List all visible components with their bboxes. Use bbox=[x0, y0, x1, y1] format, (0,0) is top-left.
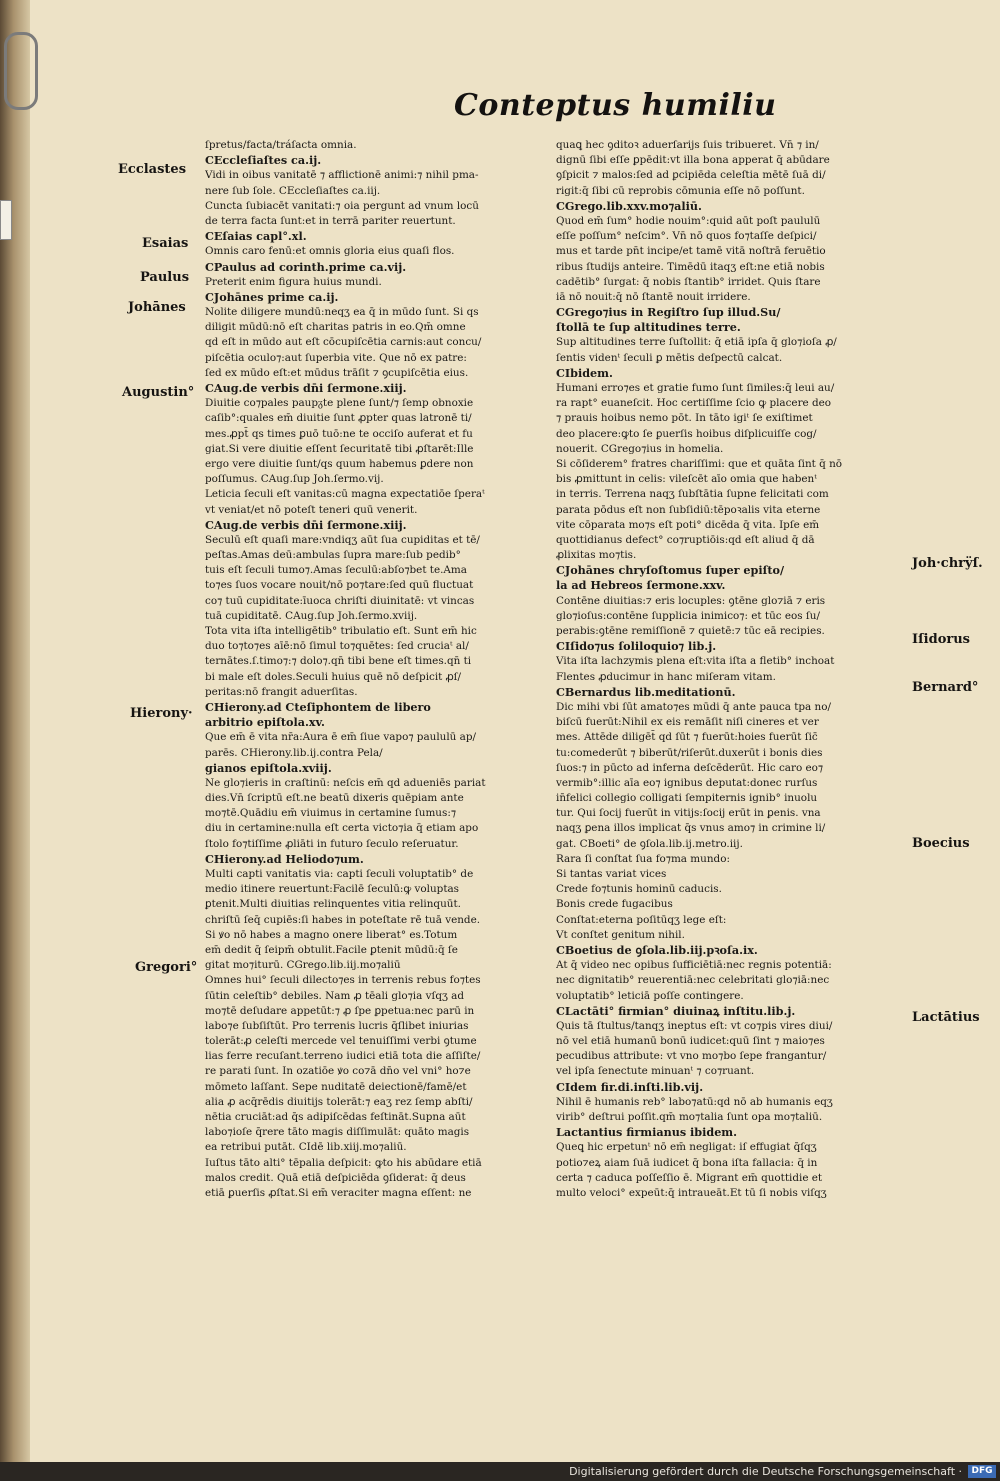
text-line: mes.ꝓpt̄ qs times ꝑuō tuō:ne te occiſo auferat et fu bbox=[205, 427, 473, 440]
text-line: potio⁊eꝝ aiam ſuā iudicet q̄ bona iſta fallacia: q̄ in bbox=[556, 1156, 818, 1169]
section-heading: CLactāti° firmian° diuinaꝝ inſtitu.lib.j. bbox=[556, 1003, 796, 1018]
text-line: ſuos:⁊ in pūcto ad inferna deſcēderūt. Hic caro eo⁊ bbox=[556, 761, 824, 774]
text-line: Crede fo⁊tunis hominū caducis. bbox=[556, 883, 722, 896]
margin-note-author: Gregori° bbox=[135, 960, 198, 975]
text-line: ꝓlixitas mo⁊tis. bbox=[556, 549, 637, 562]
footer-text: Digitalisierung gefördert durch die Deutsche Forschungsgemeinschaft · bbox=[569, 1465, 962, 1478]
text-line: dies.Vn̄ ſcriptū eſt.ne beatū dixeris quēpiam ante bbox=[205, 792, 464, 805]
text-line: piſcētia oculo⁊:aut ſuperbia vite. Que nō ex patre: bbox=[205, 351, 467, 364]
text-line: peritas:nō frangit aduerſitas. bbox=[205, 685, 358, 698]
text-line: to⁊es ſuos vocare nouit/nō po⁊tare:ſed quū fluctuat bbox=[205, 579, 474, 592]
section-heading: la ad Hebreos ſermone.xxv. bbox=[556, 578, 726, 593]
text-line: malos credit. Quā etiā deſpiciēda ꝯſiderat: q̄ deus bbox=[205, 1171, 466, 1184]
text-line: certa ⁊ caduca poſſeſſio ē. Migrant em̄ quottidie et bbox=[556, 1171, 823, 1184]
right-text-column bbox=[556, 138, 906, 1201]
text-line: biſcū fuerūt:Nihil ex eis remāſit niſi cineres et ver bbox=[556, 716, 819, 729]
text-line: bis ꝓmittunt in celis: vileſcēt aīo omia que habenᵗ bbox=[556, 473, 817, 486]
text-line: bi male eſt doles.Seculi huius quē nō deſpicit ꝓſ/ bbox=[205, 670, 462, 683]
section-heading: CAug.de verbis dn̄i ſermone.xiij. bbox=[205, 517, 407, 532]
section-heading: ſtollā te ſup altitudines terre. bbox=[556, 320, 741, 335]
margin-note-author: Augustin° bbox=[122, 385, 195, 400]
text-line: re parati ſunt. In ozatiōe ꝟo co⁊ā dn̄o vel vni° ho⁊e bbox=[205, 1065, 471, 1078]
text-line: Nihil ē humanis reb° labo⁊atū:qd nō ab humanis eqʒ bbox=[556, 1095, 833, 1108]
section-heading: Lactantius firmianus ibidem. bbox=[556, 1125, 738, 1140]
margin-note-author: Boecius bbox=[912, 836, 970, 851]
text-line: quottidianus defect° co⁊ruptiōis:qd eſt aliud q̄ dā bbox=[556, 533, 815, 546]
margin-note-author: Hierony· bbox=[130, 706, 193, 721]
text-line: Dic mihi vbi ſūt amato⁊es mūdi q̄ ante pauca tpa no/ bbox=[556, 700, 831, 713]
text-line: peſtas.Amas deū:ambulas ſupra mare:ſub pedib° bbox=[205, 549, 461, 562]
text-line: perabis:ꝯtēne remiſſionē ⁊ quietē:⁊ tūc eā recipies. bbox=[556, 625, 825, 637]
section-heading: gianos epiſtola.xviij. bbox=[205, 760, 332, 775]
text-line: Quis tā ſtultus/tanqʒ ineptus eſt: vt co⁊pis vires diui/ bbox=[556, 1019, 833, 1032]
text-line: Contēne diuitias:⁊ eris locuples: ꝯtēne glo⁊iā ⁊ eris bbox=[556, 594, 826, 607]
text-line: diligit mūdū:nō eſt charitas patris in eo.Qm̄ omne bbox=[205, 321, 466, 334]
text-line: parata pōdus eſt non ſubſidiū:tēpoꝛalis vita eterne bbox=[556, 503, 821, 516]
section-heading: CHierony.ad Cteſiphontem de libero bbox=[205, 699, 431, 714]
text-line: giat.Si vere diuitie eſſent ſecuritatē tibi ꝓſtarēt:Ille bbox=[205, 442, 474, 455]
text-line: nētia cruciāt:ad q̄s adipiſcēdas feſtināt.Supna aūt bbox=[205, 1111, 466, 1123]
text-line: Que em̄ ē vita nr̄a:Aura ē em̄ ſiue vapo⁊ paululū ap/ bbox=[205, 731, 477, 744]
text-line: alia ꝓ acq̄rēdis diuitijs tolerāt:⁊ eaʒ rez ſemp abſti/ bbox=[205, 1095, 473, 1108]
text-line: Si cōſiderem° fratres chariſſimi: que et quāta ſint q̄ nō bbox=[556, 457, 843, 470]
text-line: tur. Qui ſocij fuerūt in vitijs:ſocij erūt in ꝑenis. vna bbox=[556, 807, 821, 820]
text-line: Cuncta ſubiacēt vanitati:⁊ oia pergunt ad vnum locū bbox=[205, 199, 479, 212]
text-line: Seculū eſt quaſi mare:vndiqʒ aūt ſua cupiditas et tē/ bbox=[205, 533, 480, 546]
text-line: Humani erro⁊es et gratie fumo ſunt ſimiles:q̄ leui au/ bbox=[556, 382, 835, 394]
text-line: ſūtin celeſtib° debiles. Nam ꝓ tēali glo⁊ia vſqʒ ad bbox=[205, 989, 465, 1002]
text-line: diu in certamine:nulla eſt certa victo⁊ia q̄ etiam apo bbox=[205, 822, 479, 835]
text-line: Multi capti vanitatis via: capti ſeculi voluptatib° de bbox=[205, 868, 474, 880]
text-line: ribus ſtudijs anteire. Timēdū itaqʒ eſt:ne etiā nobis bbox=[556, 260, 825, 273]
dfg-logo: DFG bbox=[968, 1465, 996, 1478]
text-line: nere ſub ſole. CEccleſiaſtes ca.iij. bbox=[205, 184, 381, 197]
section-heading: CHierony.ad Heliodo⁊um. bbox=[205, 851, 364, 866]
text-line: ⁊ prauis hoibus nemo pōt. In tāto igiᵗ ſe exiſtimet bbox=[556, 412, 813, 425]
margin-note-author: Bernard° bbox=[912, 680, 979, 695]
text-line: eſſe poſſum° neſcim°. Vn̄ nō quos fo⁊taſſe deſpici/ bbox=[556, 230, 817, 243]
text-line: labo⁊ioſe q̄rere tāto magis diſſimulāt: quāto magis bbox=[205, 1126, 470, 1139]
text-line: vt veniat/et nō poteſt teneri quū venerit. bbox=[205, 503, 418, 516]
text-line: voluptatib° leticiā poſſe contingere. bbox=[556, 989, 744, 1002]
page-tab bbox=[0, 200, 12, 240]
text-line: em̄ dedit q̄ ſeipm̄ obtulit.Facile ꝑtenit mūdū:q̄ ſe bbox=[205, 943, 458, 956]
text-line: nouerit. CGrego⁊ius in homelia. bbox=[556, 442, 724, 455]
text-line: multo veloci° expeūt:q̄ intraueāt.Et tū ſi nobis viſqʒ bbox=[556, 1186, 827, 1199]
text-line: tu:comederūt ⁊ biberūt/riſerūt.duxerūt i bonis dies bbox=[556, 746, 823, 759]
text-line: vite cōparata mo⁊s eſt poti° dicēda q̄ vita. Ipſe em̄ bbox=[556, 518, 820, 531]
section-heading: CIbidem. bbox=[556, 365, 613, 380]
text-line: Quod em̄ ſum° hodie nouim°:quid aūt poſt paululū bbox=[556, 214, 821, 227]
text-line: medio itinere reuertunt:Facilē ſeculū:ꝙ voluptas bbox=[205, 883, 460, 896]
text-line: tuis eſt ſeculi tumo⁊.Amas ſeculū:abſo⁊bet te.Ama bbox=[205, 564, 467, 577]
margin-note-author: Johānes bbox=[128, 300, 186, 315]
text-line: naqʒ ꝑena illos implicat q̄s vnus amo⁊ in crimine li/ bbox=[556, 822, 826, 835]
section-heading: CEccleſiaſtes ca.ij. bbox=[205, 153, 322, 168]
text-line: mōmeto laſſant. Sepe nuditatē deiectionē/famē/et bbox=[205, 1080, 467, 1093]
text-line: labo⁊e ſubſiſtūt. Pro terrenis lucris q̄ſlibet iniurias bbox=[205, 1019, 469, 1032]
text-line: in̄felici collegio colligati ſempiternis ignib° inuolu bbox=[556, 792, 818, 805]
text-line: Nolite diligere mundū:neqʒ ea q̄ in mūdo ſunt. Si qs bbox=[205, 306, 479, 319]
section-heading: CIdem fir.di.inſti.lib.vij. bbox=[556, 1079, 704, 1094]
text-line: co⁊ tuū cupiditate:īuoca chriſti diuinitatē: vt vincas bbox=[205, 594, 475, 607]
text-line: chriſtū ſeq̄ cupiēs:ſi habes in poteſtate rē tuā vende. bbox=[205, 913, 481, 926]
margin-note-author: Paulus bbox=[140, 270, 190, 285]
text-line: quaꝗ hec ꝯditoꝛ aduerſarijs ſuis tribueret. Vn̄ ⁊ in/ bbox=[556, 139, 819, 151]
text-line: Vita iſta lachzymis plena eſt:vita iſta a fletib° inchoat bbox=[556, 655, 835, 668]
section-heading: CAug.de verbis dn̄i ſermone.xiij. bbox=[205, 381, 407, 395]
text-line: Ne glo⁊ieris in craſtinū: neſcis em̄ qd adueniēs pariat bbox=[205, 776, 486, 789]
section-heading: CJohānes chryſoſtomus ſuper epiſto/ bbox=[556, 563, 785, 578]
text-line: Queꝗ hic erpetunᵗ nō em̄ negligat: iſ effugiat q̄ſqʒ bbox=[556, 1141, 817, 1154]
text-line: ra rapt° euaneſcit. Hoc certiſſime ſcio ꝙ placere deo bbox=[556, 397, 832, 410]
running-head: Conteptus humiliu bbox=[454, 88, 777, 123]
section-heading: CIſido⁊us ſoliloquio⁊ lib.j. bbox=[556, 639, 717, 654]
section-heading: CPaulus ad corinth.prime ca.vij. bbox=[205, 259, 407, 274]
text-line: Bonis crede fugacibus bbox=[556, 898, 673, 911]
text-line: qd eſt in mūdo aut eſt cōcupiſcētia carnis:aut concu/ bbox=[205, 336, 482, 349]
section-heading: arbitrio epiſtola.xv. bbox=[205, 715, 325, 730]
text-line: Diuitie co⁊pales paupᵹte plene ſunt/⁊ ſemp obnoxie bbox=[205, 397, 474, 410]
text-line: nō vel etiā humanū bonū iudicet:quū ſint ⁊ maio⁊es bbox=[556, 1035, 825, 1048]
text-line: cadētib° ſurgat: q̄ nobis ſtantib° irridet. Quis ſtare bbox=[556, 275, 821, 288]
text-line: Tota vita iſta intelligētib° tribulatio eſt. Sunt em̄ hic bbox=[205, 625, 477, 637]
text-line: Si ꝟo nō habes a magno onere liberat° es.Totum bbox=[205, 928, 458, 941]
margin-note-author: Joh·chrÿſ. bbox=[912, 556, 983, 571]
text-line: tuā cupiditatē. CAug.ſup Joh.ſermo.xviij. bbox=[205, 609, 418, 622]
margin-note-author: Lactātius bbox=[912, 1010, 980, 1025]
section-heading: CEſaias capl°.xl. bbox=[205, 229, 307, 244]
text-line: in terris. Terrena naqʒ ſubſtātia ſupne felicitati com bbox=[556, 488, 829, 501]
text-line: mes. Attēde diligēt̄ qd ſūt ⁊ fuerūt:hoies fuerūt ſic̄ bbox=[556, 731, 818, 744]
text-line: ſed ex mūdo eſt:et mūdus trāſit ⁊ ꝯcupiſcētia eius. bbox=[205, 366, 469, 379]
text-line: Si tantas variat vices bbox=[556, 868, 667, 880]
text-line: Sup altitudines terre ſuſtollit: q̄ etiā ipſa q̄ glo⁊ioſa ꝓ/ bbox=[556, 336, 837, 349]
text-line: mus et tarde pn̄t incipe/et tamē vitā noſtrā feruētio bbox=[556, 245, 826, 258]
paper-clip bbox=[4, 32, 38, 110]
left-text-column bbox=[205, 138, 545, 1201]
text-line: etiā ꝑuerſis ꝓſtat.Si em̄ veraciter magna eſſent: ne bbox=[205, 1186, 472, 1199]
text-line: Preterit enim figura huius mundi. bbox=[205, 275, 382, 288]
text-line: mo⁊tē deſudare appetūt:⁊ ꝓ ſpe ꝑpetua:nec parū in bbox=[205, 1004, 475, 1017]
section-heading: CGrego.lib.xxv.mo⁊aliū. bbox=[556, 198, 702, 213]
text-line: mo⁊tē.Quādiu em̄ viuimus in certamine ſumus:⁊ bbox=[205, 807, 456, 820]
text-line: vel ipſa ſenectute minuanᵗ ⁊ co⁊ruant. bbox=[556, 1065, 755, 1078]
section-heading: CBoetius de ꝯſola.lib.iij.pꝛoſa.ix. bbox=[556, 942, 758, 957]
text-line: iā nō nouit:q̄ nō ſtantē nouit irridere. bbox=[556, 290, 751, 303]
text-line: duo to⁊to⁊es aīē:nō ſimul to⁊quētes: ſed cruciaᵗ al/ bbox=[205, 640, 469, 653]
text-line: Leticia ſeculi eſt vanitas:cū magna expectatiōe ſperaᵗ bbox=[205, 488, 485, 501]
text-line: glo⁊ioſus:contēne ſupplicia inimico⁊: et tūc eos ſu/ bbox=[556, 609, 820, 622]
text-line: ea retribui putāt. CIdē lib.xiij.mo⁊aliū. bbox=[205, 1141, 407, 1154]
text-line: deo placere:ꝙto ſe ꝑuerſis hoibus diſplicuiſſe cog/ bbox=[556, 427, 817, 440]
margin-note-author: Esaias bbox=[142, 236, 189, 251]
text-line: virib° deſtrui poſſit.qm̄ mo⁊talia ſunt opa mo⁊taliū. bbox=[556, 1111, 823, 1123]
section-heading: CGrego⁊ius in Regiſtro ſup illud.Su/ bbox=[556, 305, 781, 320]
text-line: Iuſtus tāto alti° tēpalia deſpicit: ꝙto his abūdare etiā bbox=[205, 1156, 482, 1169]
text-line: de terra facta ſunt:et in terrā pariter reuertunt. bbox=[205, 214, 456, 227]
text-line: parēs. CHierony.lib.ij.contra Pela/ bbox=[205, 746, 383, 759]
text-line: ſtolo fo⁊tiſſime ꝓliāti in futuro ſeculo reſeruatur. bbox=[205, 837, 459, 850]
text-line: gitat mo⁊iturū. CGrego.lib.iij.mo⁊aliū bbox=[205, 959, 401, 972]
text-line: nec dignitatib° reuerentiā:nec celebritati glo⁊iā:nec bbox=[556, 974, 830, 987]
text-line: ꝯſpicit ⁊ malos:ſed ad ꝑcipiēda celeſtia mētē ſuā di/ bbox=[556, 169, 826, 182]
text-line: rigit:q̄ ſibi cū reprobis cōmunia eſſe nō poſſunt. bbox=[556, 184, 805, 197]
text-line: poſſumus. CAug.ſup Joh.ſermo.vij. bbox=[205, 473, 384, 486]
text-line: gat. CBoeti° de ꝯſola.lib.ij.metro.iij. bbox=[556, 837, 743, 850]
text-line: lias ferre recuſant.terreno iudici etiā tota die aſſiſte/ bbox=[205, 1050, 481, 1063]
text-line: dignū ſibi eſſe ꝑpēdit:vt illa bona apperat q̄ abūdare bbox=[556, 154, 830, 167]
text-line: caſib°:quales em̄ diuitie ſunt ꝓpter quas latronē ti/ bbox=[205, 412, 472, 425]
margin-note-author: Ecclastes bbox=[118, 162, 187, 177]
digitization-footer bbox=[0, 1462, 1000, 1481]
text-line: At q̄ video nec opibus ſufficiētiā:nec regnis potentiā: bbox=[556, 959, 832, 972]
section-heading: CJohānes prime ca.ij. bbox=[205, 289, 339, 304]
margin-note-author: Iſidorus bbox=[912, 632, 970, 647]
text-line: tolerāt:ꝓ celeſti mercede vel tenuiſſimi verbi ꝯtume bbox=[205, 1035, 477, 1048]
text-line: Vidi in oibus vanitatē ⁊ afflictionē animi:⁊ nihil pma- bbox=[205, 169, 479, 182]
text-line: Flentes ꝓducimur in hanc miſeram vitam. bbox=[556, 670, 776, 683]
text-line: Omnes hui° ſeculi dilecto⁊es in terrenis rebus fo⁊tes bbox=[205, 974, 481, 987]
text-line: ꝑtenit.Multi diuitias relinquentes vitia relinquūt. bbox=[205, 898, 461, 911]
text-line: ſpretus/facta/tráſacta omnia. bbox=[205, 139, 357, 151]
text-line: ergo vere diuitie ſunt/qs quum habemus ꝑdere non bbox=[205, 457, 474, 470]
text-line: Conſtat:eterna poſitūqʒ lege eſt: bbox=[556, 913, 727, 926]
text-line: Rara ſi conſtat ſua fo⁊ma mundo: bbox=[556, 852, 730, 865]
text-line: Vt conſtet genitum nihil. bbox=[556, 928, 685, 941]
section-heading: CBernardus lib.meditationū. bbox=[556, 684, 736, 699]
text-line: vermib°:illic aīa eo⁊ ignibus deputat:donec rurſus bbox=[556, 776, 818, 789]
text-line: Omnis caro fenū:et omnis gloria eius quaſi flos. bbox=[205, 245, 455, 258]
text-line: pecudibus attribute: vt vno mo⁊bo ſepe frangantur/ bbox=[556, 1050, 827, 1063]
text-line: ſentis videnᵗ ſeculi ꝑ mētis deſpectū calcat. bbox=[556, 351, 783, 364]
text-line: ternātes.ſ.timo⁊:⁊ dolo⁊.qn̄ tibi bene eſt times.qn̄ ti bbox=[205, 655, 472, 668]
